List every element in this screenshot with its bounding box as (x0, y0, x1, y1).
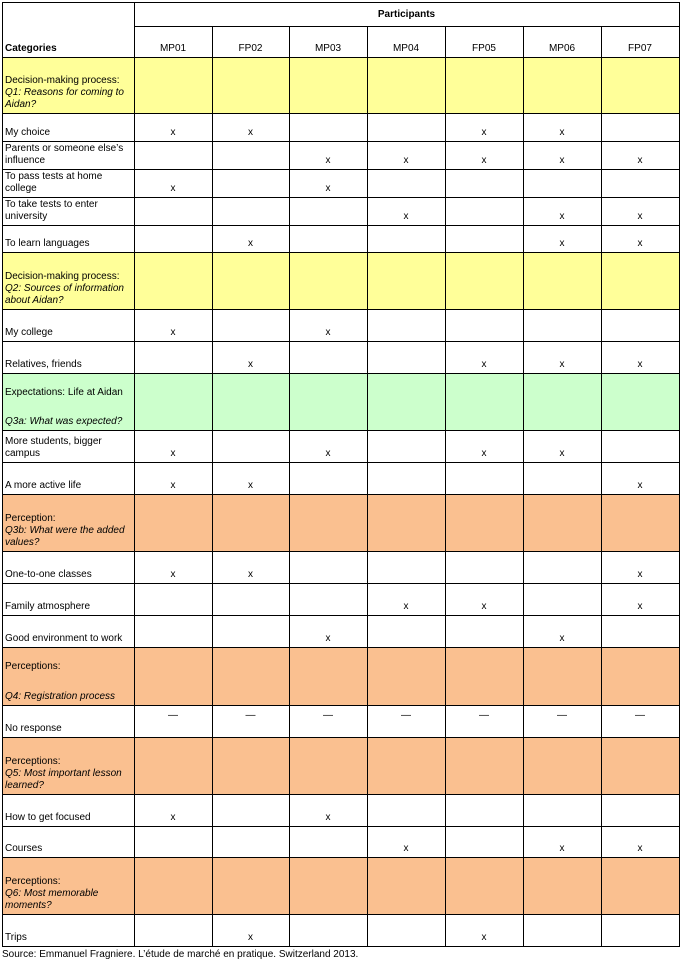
grid-line (2, 373, 680, 374)
section-band (523, 857, 601, 914)
row-label: To learn languages (5, 238, 90, 249)
mark-cell (367, 551, 445, 583)
mark-cell (212, 141, 289, 169)
grid-line (2, 647, 680, 648)
grid-line (2, 615, 680, 616)
section-band (212, 647, 289, 705)
column-header-mp04: MP04 (392, 43, 420, 54)
mark-cell: x (170, 569, 176, 580)
section-band (445, 647, 523, 705)
grid-line (134, 2, 135, 947)
section-band (289, 252, 367, 309)
section-question: Q5: Most important lesson learned? (5, 768, 122, 791)
mark-cell (212, 826, 289, 857)
section-band (212, 494, 289, 551)
mark-cell (523, 914, 601, 946)
mark-cell: x (403, 211, 409, 222)
mark-cell: x (637, 601, 643, 612)
section-band (523, 737, 601, 794)
section-band (289, 857, 367, 914)
section-question: Q6: Most memorable moments? (5, 888, 99, 911)
source-note: Source: Emmanuel Fragniere. L’étude de marché en pratique. Switzerland 2013. (2, 949, 359, 960)
section-band (523, 252, 601, 309)
mark-cell: x (559, 155, 565, 166)
mark-cell (289, 113, 367, 141)
mark-cell: x (170, 448, 176, 459)
section-title: Decision-making process: (5, 75, 120, 86)
section-title: Expectations: Life at Aidan (5, 387, 123, 398)
section-band (445, 494, 523, 551)
mark-cell (601, 169, 679, 197)
mark-cell: x (637, 569, 643, 580)
grid-line (2, 169, 680, 170)
section-title: Perceptions: (5, 876, 61, 887)
grid-line (523, 26, 524, 947)
mark-cell (367, 225, 445, 252)
mark-cell (367, 462, 445, 494)
mark-cell (212, 169, 289, 197)
row-label: More students, bigger campus (5, 436, 102, 459)
section-band (601, 857, 679, 914)
mark-cell (134, 225, 212, 252)
grid-line (2, 252, 680, 253)
section-label (2, 373, 134, 430)
section-question: Q1: Reasons for coming to Aidan? (5, 87, 124, 110)
mark-cell: x (481, 155, 487, 166)
grid-line (2, 494, 680, 495)
section-band (367, 57, 445, 113)
grid-line (2, 583, 680, 584)
section-band (601, 737, 679, 794)
grid-line (2, 430, 680, 431)
row-label: To take tests to enter university (5, 199, 98, 222)
section-label (2, 737, 134, 794)
section-band (134, 252, 212, 309)
section-question: Q4: Registration process (5, 691, 116, 702)
mark-cell (445, 462, 523, 494)
mark-cell: x (637, 211, 643, 222)
mark-cell (289, 551, 367, 583)
section-band (134, 373, 212, 430)
section-band (601, 647, 679, 705)
mark-cell (134, 615, 212, 647)
mark-cell (289, 462, 367, 494)
mark-cell: x (481, 359, 487, 370)
mark-cell: x (248, 127, 253, 138)
mark-cell: x (170, 327, 176, 338)
mark-cell (445, 169, 523, 197)
mark-cell (367, 430, 445, 462)
mark-cell (445, 794, 523, 826)
mark-cell (367, 169, 445, 197)
mark-cell: x (559, 448, 565, 459)
row-label: Family atmosphere (5, 601, 91, 612)
grid-line (2, 309, 680, 310)
grid-line (2, 794, 680, 795)
section-band (367, 494, 445, 551)
row-label: Relatives, friends (5, 359, 82, 370)
participants-header: Participants (377, 9, 436, 20)
section-title: Decision-making process: (5, 271, 120, 282)
section-label (2, 57, 134, 113)
mark-cell (212, 583, 289, 615)
mark-cell (134, 197, 212, 225)
mark-cell: x (170, 127, 176, 138)
mark-cell: x (559, 127, 565, 138)
row-label: Courses (5, 843, 43, 854)
mark-cell: x (325, 183, 331, 194)
section-band (289, 647, 367, 705)
section-label (2, 857, 134, 914)
mark-cell: x (325, 448, 331, 459)
mark-cell: x (403, 843, 409, 854)
grid-line (445, 26, 446, 947)
mark-cell: x (325, 327, 331, 338)
mark-cell (367, 794, 445, 826)
mark-cell: — (245, 710, 256, 721)
mark-cell: x (637, 480, 643, 491)
mark-cell: x (559, 359, 565, 370)
section-band (445, 857, 523, 914)
row-label: One-to-one classes (5, 569, 92, 580)
mark-cell: x (325, 155, 331, 166)
mark-cell (601, 914, 679, 946)
column-header-mp03: MP03 (314, 43, 342, 54)
section-band (367, 373, 445, 430)
section-band (523, 373, 601, 430)
mark-cell (445, 225, 523, 252)
mark-cell (601, 615, 679, 647)
column-header-mp06: MP06 (548, 43, 576, 54)
section-band (367, 252, 445, 309)
mark-cell (367, 615, 445, 647)
grid-line (2, 197, 680, 198)
section-title: Perception: (5, 513, 56, 524)
section-band (289, 737, 367, 794)
mark-cell: x (559, 843, 565, 854)
mark-cell: — (168, 710, 178, 721)
mark-cell (523, 169, 601, 197)
section-band (289, 373, 367, 430)
row-label: Trips (5, 932, 27, 943)
section-label (2, 494, 134, 551)
section-question: Q3a: What was expected? (5, 416, 123, 427)
mark-cell (601, 430, 679, 462)
grid-line (679, 2, 680, 947)
mark-cell (134, 341, 212, 373)
section-band (134, 737, 212, 794)
section-band (601, 373, 679, 430)
section-band (289, 494, 367, 551)
mark-cell (601, 309, 679, 341)
mark-cell (445, 615, 523, 647)
mark-cell (445, 197, 523, 225)
mark-cell: — (401, 710, 411, 721)
mark-cell (134, 583, 212, 615)
mark-cell: x (559, 633, 565, 644)
grid-line (2, 113, 680, 114)
section-band (445, 373, 523, 430)
section-band (601, 57, 679, 113)
section-band (523, 494, 601, 551)
section-band (134, 647, 212, 705)
mark-cell (367, 914, 445, 946)
categories-header: Categories (5, 43, 57, 54)
grid-line (2, 341, 680, 342)
column-header-mp01: MP01 (159, 43, 187, 54)
mark-cell: x (170, 480, 176, 491)
mark-cell: — (323, 710, 333, 721)
mark-cell (289, 583, 367, 615)
mark-cell: — (557, 710, 567, 721)
section-band (289, 57, 367, 113)
mark-cell: x (481, 448, 487, 459)
section-band (212, 737, 289, 794)
section-question: Q3b: What were the added values? (5, 525, 125, 548)
section-title: Perceptions: (5, 756, 61, 767)
mark-cell: x (637, 843, 643, 854)
grid-line (367, 26, 368, 947)
section-band (445, 252, 523, 309)
row-label: To pass tests at home college (5, 171, 103, 194)
grid-line (2, 857, 680, 858)
mark-cell (601, 113, 679, 141)
mark-cell: x (170, 183, 176, 194)
mark-cell (523, 462, 601, 494)
mark-cell (367, 113, 445, 141)
grid-line (2, 551, 680, 552)
mark-cell (212, 794, 289, 826)
mark-cell (212, 197, 289, 225)
grid-line (2, 826, 680, 827)
grid-line (2, 946, 680, 947)
mark-cell (445, 551, 523, 583)
section-band (212, 252, 289, 309)
mark-cell (445, 309, 523, 341)
mark-cell (212, 615, 289, 647)
row-label: No response (5, 723, 62, 734)
mark-cell: — (635, 710, 645, 721)
mark-cell (289, 914, 367, 946)
section-band (212, 373, 289, 430)
grid-line (212, 26, 213, 947)
grid-line (2, 2, 3, 947)
mark-cell (134, 141, 212, 169)
mark-cell (212, 309, 289, 341)
mark-cell (367, 341, 445, 373)
mark-cell (289, 341, 367, 373)
grid-line (2, 705, 680, 706)
row-label: Parents or someone else’s influence (5, 143, 124, 166)
mark-cell: x (559, 238, 565, 249)
mark-cell: x (403, 155, 409, 166)
section-question: Q2: Sources of information about Aidan? (5, 283, 124, 306)
section-band (134, 57, 212, 113)
mark-cell (523, 551, 601, 583)
mark-cell (523, 309, 601, 341)
mark-cell (134, 826, 212, 857)
section-title: Perceptions: (5, 661, 61, 672)
section-band (601, 494, 679, 551)
mark-cell (212, 430, 289, 462)
mark-cell (289, 197, 367, 225)
section-label (2, 647, 134, 705)
section-band (134, 857, 212, 914)
grid-line (2, 914, 680, 915)
section-band (445, 737, 523, 794)
mark-cell: x (248, 932, 253, 943)
section-band (367, 857, 445, 914)
mark-cell: x (481, 127, 487, 138)
section-band (134, 494, 212, 551)
grid-line (134, 26, 680, 27)
section-band (523, 647, 601, 705)
section-band (212, 857, 289, 914)
mark-cell (367, 309, 445, 341)
section-band (367, 737, 445, 794)
row-label: A more active life (5, 480, 82, 491)
row-label: My choice (5, 127, 51, 138)
mark-cell: x (248, 359, 253, 370)
mark-cell: x (481, 601, 487, 612)
mark-cell (134, 914, 212, 946)
grid-line (2, 57, 680, 58)
grid-line (2, 141, 680, 142)
mark-cell: x (559, 211, 565, 222)
section-label (2, 252, 134, 309)
mark-cell (523, 794, 601, 826)
grid-line (2, 225, 680, 226)
section-band (523, 57, 601, 113)
grid-line (2, 737, 680, 738)
mark-cell (601, 794, 679, 826)
mark-cell: — (479, 710, 489, 721)
section-band (601, 252, 679, 309)
row-label: Good environment to work (5, 633, 123, 644)
mark-cell (289, 826, 367, 857)
mark-cell: x (637, 359, 643, 370)
section-band (367, 647, 445, 705)
mark-cell (289, 225, 367, 252)
section-band (445, 57, 523, 113)
mark-cell (445, 826, 523, 857)
mark-cell: x (248, 238, 253, 249)
grid-line (289, 26, 290, 947)
mark-cell: x (403, 601, 409, 612)
grid-line (2, 2, 680, 3)
mark-cell: x (248, 480, 253, 491)
mark-cell: x (481, 932, 487, 943)
column-header-fp02: FP02 (238, 43, 263, 54)
column-header-fp07: FP07 (628, 43, 652, 54)
mark-cell (523, 583, 601, 615)
grid-line (2, 462, 680, 463)
mark-cell: x (325, 633, 331, 644)
section-band (212, 57, 289, 113)
mark-cell: x (170, 812, 176, 823)
mark-cell: x (325, 812, 331, 823)
mark-cell: x (637, 155, 643, 166)
grid-line (601, 26, 602, 947)
mark-cell: x (248, 569, 253, 580)
row-label: My college (5, 327, 53, 338)
column-header-fp05: FP05 (472, 43, 496, 54)
row-label: How to get focused (5, 812, 91, 823)
mark-cell: x (637, 238, 643, 249)
